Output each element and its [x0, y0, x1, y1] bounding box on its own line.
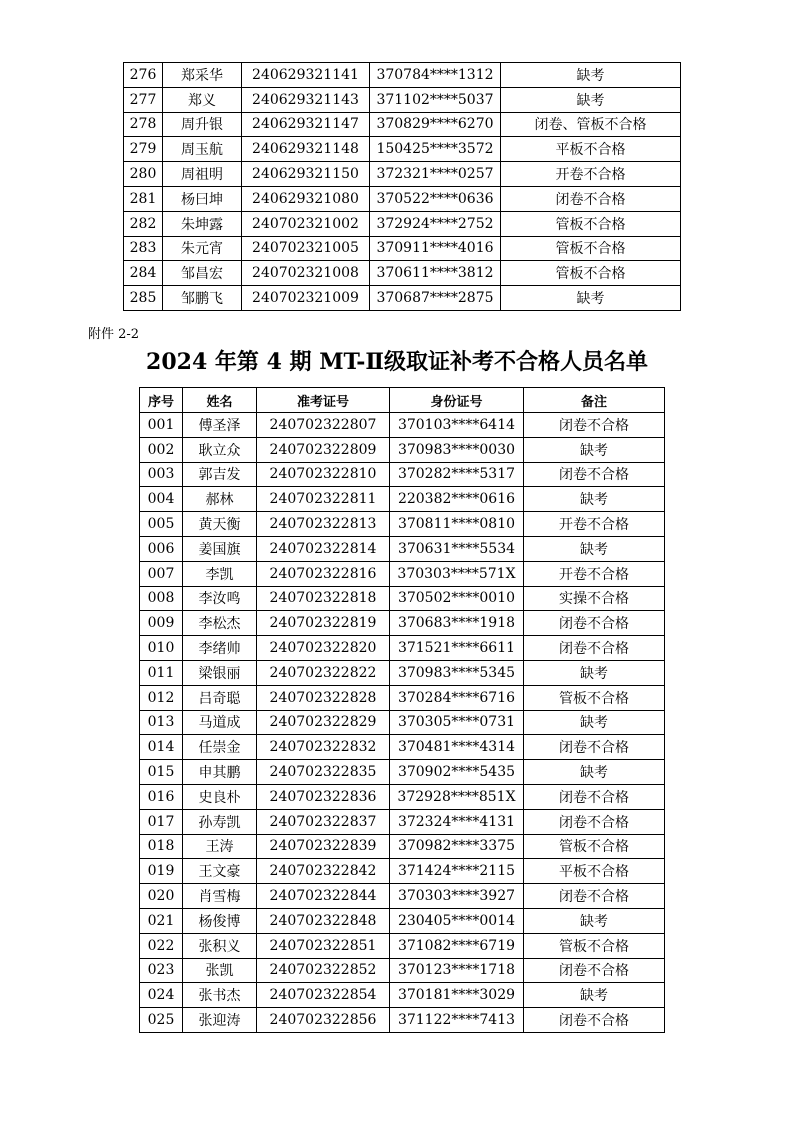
cell-remarks: 开卷不合格	[524, 512, 665, 537]
cell-seq: 282	[124, 211, 163, 236]
cell-name: 朱元宵	[163, 236, 242, 261]
table-row	[124, 162, 681, 187]
cell-name: 张凯	[183, 958, 257, 983]
cell-exam-number: 240702322852	[257, 958, 390, 983]
cell-exam-number: 240702322851	[257, 933, 390, 958]
cell-name: 郭吉发	[183, 462, 257, 487]
cell-remarks: 闭卷不合格	[524, 884, 665, 909]
cell-name: 梁银丽	[183, 660, 257, 685]
table-row	[124, 63, 681, 88]
cell-remarks: 缺考	[524, 487, 665, 512]
cell-remarks: 管板不合格	[524, 685, 665, 710]
cell-remarks: 管板不合格	[501, 261, 681, 286]
cell-exam-number: 240702322842	[257, 859, 390, 884]
cell-exam-number: 240702322828	[257, 685, 390, 710]
cell-remarks: 闭卷不合格	[524, 784, 665, 809]
cell-seq: 024	[140, 983, 183, 1008]
table-row	[140, 611, 665, 636]
cell-remarks: 平板不合格	[501, 137, 681, 162]
cell-exam-number: 240702322835	[257, 760, 390, 785]
cell-seq: 011	[140, 660, 183, 685]
table-row	[140, 859, 665, 884]
table-row	[140, 512, 665, 537]
cell-id-number: 370902****5435	[390, 760, 524, 785]
cell-exam-number: 240702322854	[257, 983, 390, 1008]
table-row	[140, 586, 665, 611]
cell-id-number: 370631****5534	[390, 536, 524, 561]
cell-exam-number: 240702322856	[257, 1008, 390, 1033]
cell-remarks: 闭卷不合格	[524, 413, 665, 438]
table-row	[140, 735, 665, 760]
cell-seq: 014	[140, 735, 183, 760]
cell-exam-number: 240702321005	[242, 236, 370, 261]
cell-name: 邹鹏飞	[163, 286, 242, 311]
table-row	[124, 261, 681, 286]
cell-seq: 025	[140, 1008, 183, 1033]
cell-exam-number: 240702321009	[242, 286, 370, 311]
cell-name: 杨曰坤	[163, 186, 242, 211]
cell-exam-number: 240702322839	[257, 834, 390, 859]
cell-seq: 278	[124, 112, 163, 137]
cell-exam-number: 240629321148	[242, 137, 370, 162]
cell-id-number: 370282****5317	[390, 462, 524, 487]
cell-seq: 002	[140, 437, 183, 462]
cell-id-number: 370982****3375	[390, 834, 524, 859]
table-row	[140, 462, 665, 487]
cell-id-number: 371424****2115	[390, 859, 524, 884]
cell-exam-number: 240702322832	[257, 735, 390, 760]
cell-id-number: 370305****0731	[390, 710, 524, 735]
cell-name: 李绪帅	[183, 636, 257, 661]
cell-remarks: 闭卷不合格	[501, 186, 681, 211]
cell-remarks: 缺考	[524, 983, 665, 1008]
cell-remarks: 缺考	[524, 760, 665, 785]
cell-id-number: 370123****1718	[390, 958, 524, 983]
cell-exam-number: 240702322819	[257, 611, 390, 636]
cell-id-number: 371122****7413	[390, 1008, 524, 1033]
table-row	[140, 413, 665, 438]
cell-seq: 022	[140, 933, 183, 958]
cell-seq: 013	[140, 710, 183, 735]
cell-name: 李松杰	[183, 611, 257, 636]
cell-name: 耿立众	[183, 437, 257, 462]
cell-id-number: 230405****0014	[390, 908, 524, 933]
cell-name: 肖雪梅	[183, 884, 257, 909]
cell-remarks: 闭卷不合格	[524, 1008, 665, 1033]
cell-exam-number: 240702322814	[257, 536, 390, 561]
cell-seq: 018	[140, 834, 183, 859]
cell-exam-number: 240702322820	[257, 636, 390, 661]
cell-remarks: 缺考	[501, 63, 681, 88]
cell-remarks: 平板不合格	[524, 859, 665, 884]
cell-name: 史良朴	[183, 784, 257, 809]
table-row	[140, 536, 665, 561]
cell-id-number: 370522****0636	[370, 186, 501, 211]
continued-results-table	[123, 62, 681, 311]
table-row	[140, 908, 665, 933]
table-row	[140, 710, 665, 735]
header-seq: 序号	[140, 388, 183, 413]
table-row	[140, 636, 665, 661]
cell-id-number: 371082****6719	[390, 933, 524, 958]
cell-remarks: 缺考	[524, 437, 665, 462]
cell-exam-number: 240702321008	[242, 261, 370, 286]
cell-name: 杨俊博	[183, 908, 257, 933]
cell-remarks: 实操不合格	[524, 586, 665, 611]
cell-seq: 015	[140, 760, 183, 785]
table-row	[124, 87, 681, 112]
cell-remarks: 管板不合格	[501, 211, 681, 236]
cell-seq: 285	[124, 286, 163, 311]
cell-seq: 021	[140, 908, 183, 933]
cell-remarks: 缺考	[524, 710, 665, 735]
table-row	[140, 983, 665, 1008]
table-row	[140, 933, 665, 958]
attachment-label: 附件 2-2	[88, 327, 140, 342]
cell-name: 郝林	[183, 487, 257, 512]
cell-exam-number: 240702322822	[257, 660, 390, 685]
header-name: 姓名	[183, 388, 257, 413]
cell-exam-number: 240629321150	[242, 162, 370, 187]
cell-remarks: 缺考	[524, 660, 665, 685]
cell-id-number: 370284****6716	[390, 685, 524, 710]
cell-name: 王文豪	[183, 859, 257, 884]
cell-exam-number: 240702322829	[257, 710, 390, 735]
cell-name: 马道成	[183, 710, 257, 735]
cell-id-number: 370303****571X	[390, 561, 524, 586]
cell-remarks: 开卷不合格	[524, 561, 665, 586]
cell-seq: 023	[140, 958, 183, 983]
table-row	[124, 286, 681, 311]
cell-seq: 017	[140, 809, 183, 834]
cell-id-number: 150425****3572	[370, 137, 501, 162]
cell-exam-number: 240629321143	[242, 87, 370, 112]
cell-name: 李凯	[183, 561, 257, 586]
cell-name: 任崇金	[183, 735, 257, 760]
cell-seq: 284	[124, 261, 163, 286]
cell-name: 黄天衡	[183, 512, 257, 537]
cell-id-number: 370911****4016	[370, 236, 501, 261]
cell-id-number: 370481****4314	[390, 735, 524, 760]
cell-name: 申其鹏	[183, 760, 257, 785]
cell-seq: 005	[140, 512, 183, 537]
cell-seq: 003	[140, 462, 183, 487]
cell-id-number: 220382****0616	[390, 487, 524, 512]
cell-id-number: 370983****5345	[390, 660, 524, 685]
cell-id-number: 370683****1918	[390, 611, 524, 636]
table-row	[140, 437, 665, 462]
table-row	[140, 561, 665, 586]
cell-seq: 009	[140, 611, 183, 636]
cell-name: 傅圣泽	[183, 413, 257, 438]
cell-exam-number: 240702321002	[242, 211, 370, 236]
cell-seq: 283	[124, 236, 163, 261]
cell-name: 李汝鸣	[183, 586, 257, 611]
table-row	[140, 685, 665, 710]
table-row	[140, 809, 665, 834]
table-row	[140, 760, 665, 785]
cell-remarks: 缺考	[524, 536, 665, 561]
table-row	[124, 211, 681, 236]
page-title: 2024 年第 4 期 MT-Ⅱ级取证补考不合格人员名单	[146, 349, 648, 375]
cell-id-number: 370784****1312	[370, 63, 501, 88]
table-row	[140, 660, 665, 685]
cell-id-number: 370502****0010	[390, 586, 524, 611]
cell-remarks: 管板不合格	[524, 834, 665, 859]
header-id-number: 身份证号	[390, 388, 524, 413]
cell-name: 张书杰	[183, 983, 257, 1008]
cell-seq: 008	[140, 586, 183, 611]
cell-name: 邹昌宏	[163, 261, 242, 286]
cell-name: 周升银	[163, 112, 242, 137]
table-row	[140, 784, 665, 809]
table-row	[140, 884, 665, 909]
table-row	[140, 834, 665, 859]
cell-remarks: 闭卷不合格	[524, 958, 665, 983]
cell-id-number: 370611****3812	[370, 261, 501, 286]
table-row	[140, 487, 665, 512]
table-row	[124, 137, 681, 162]
cell-remarks: 闭卷、管板不合格	[501, 112, 681, 137]
cell-id-number: 372321****0257	[370, 162, 501, 187]
cell-exam-number: 240702322848	[257, 908, 390, 933]
cell-exam-number: 240702322807	[257, 413, 390, 438]
table-header-row	[140, 388, 665, 413]
cell-remarks: 管板不合格	[524, 933, 665, 958]
cell-remarks: 闭卷不合格	[524, 462, 665, 487]
cell-id-number: 371102****5037	[370, 87, 501, 112]
cell-name: 朱坤露	[163, 211, 242, 236]
cell-name: 姜国旗	[183, 536, 257, 561]
cell-remarks: 缺考	[501, 87, 681, 112]
cell-seq: 001	[140, 413, 183, 438]
cell-exam-number: 240702322809	[257, 437, 390, 462]
table-row	[140, 1008, 665, 1033]
cell-name: 郑义	[163, 87, 242, 112]
cell-seq: 007	[140, 561, 183, 586]
cell-name: 郑采华	[163, 63, 242, 88]
cell-exam-number: 240702322836	[257, 784, 390, 809]
cell-name: 周玉航	[163, 137, 242, 162]
cell-remarks: 闭卷不合格	[524, 611, 665, 636]
cell-seq: 277	[124, 87, 163, 112]
cell-name: 孙寿凯	[183, 809, 257, 834]
cell-remarks: 闭卷不合格	[524, 735, 665, 760]
cell-seq: 004	[140, 487, 183, 512]
cell-seq: 280	[124, 162, 163, 187]
table-row	[124, 186, 681, 211]
cell-exam-number: 240629321147	[242, 112, 370, 137]
cell-id-number: 370103****6414	[390, 413, 524, 438]
cell-seq: 019	[140, 859, 183, 884]
cell-id-number: 371521****6611	[390, 636, 524, 661]
cell-name: 王涛	[183, 834, 257, 859]
cell-exam-number: 240702322811	[257, 487, 390, 512]
table-row	[140, 958, 665, 983]
cell-seq: 010	[140, 636, 183, 661]
cell-remarks: 闭卷不合格	[524, 636, 665, 661]
cell-exam-number: 240702322818	[257, 586, 390, 611]
cell-seq: 020	[140, 884, 183, 909]
cell-seq: 279	[124, 137, 163, 162]
cell-exam-number: 240702322813	[257, 512, 390, 537]
header-remarks: 备注	[524, 388, 665, 413]
cell-name: 周祖明	[163, 162, 242, 187]
cell-remarks: 缺考	[524, 908, 665, 933]
cell-id-number: 370181****3029	[390, 983, 524, 1008]
failed-personnel-table	[139, 387, 665, 1033]
cell-remarks: 缺考	[501, 286, 681, 311]
cell-name: 张积义	[183, 933, 257, 958]
cell-id-number: 372924****2752	[370, 211, 501, 236]
cell-name: 张迎涛	[183, 1008, 257, 1033]
cell-exam-number: 240629321080	[242, 186, 370, 211]
cell-seq: 006	[140, 536, 183, 561]
cell-exam-number: 240702322844	[257, 884, 390, 909]
cell-name: 吕奇聪	[183, 685, 257, 710]
cell-exam-number: 240629321141	[242, 63, 370, 88]
cell-exam-number: 240702322816	[257, 561, 390, 586]
cell-id-number: 370829****6270	[370, 112, 501, 137]
table-row	[124, 112, 681, 137]
cell-seq: 012	[140, 685, 183, 710]
cell-remarks: 闭卷不合格	[524, 809, 665, 834]
header-exam-number: 准考证号	[257, 388, 390, 413]
cell-exam-number: 240702322810	[257, 462, 390, 487]
cell-seq: 281	[124, 186, 163, 211]
cell-seq: 276	[124, 63, 163, 88]
cell-id-number: 372324****4131	[390, 809, 524, 834]
cell-id-number: 370983****0030	[390, 437, 524, 462]
cell-id-number: 370687****2875	[370, 286, 501, 311]
cell-id-number: 370303****3927	[390, 884, 524, 909]
table-row	[124, 236, 681, 261]
cell-exam-number: 240702322837	[257, 809, 390, 834]
cell-remarks: 管板不合格	[501, 236, 681, 261]
cell-id-number: 372928****851X	[390, 784, 524, 809]
cell-remarks: 开卷不合格	[501, 162, 681, 187]
cell-seq: 016	[140, 784, 183, 809]
cell-id-number: 370811****0810	[390, 512, 524, 537]
